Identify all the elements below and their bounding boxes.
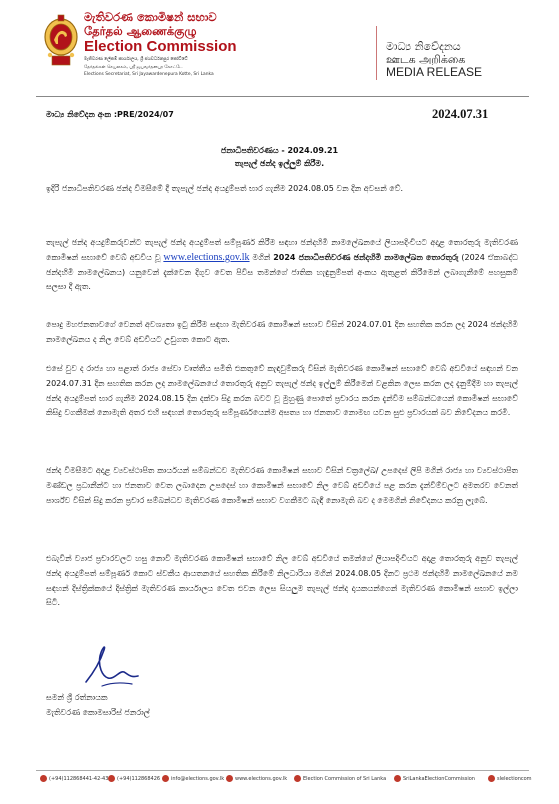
paragraph-2-bold: 2024 ජනාධිපතිවරණ ඡන්දහිමි නාමලේඛන තොරතුරු (273, 252, 459, 262)
paragraph-2-text-c: (2024 ඒකාබද්ධ ඡන්දහිමි නාමලේඛනය) යනුවෙන් දැක්වෙන දිගුව වෙත පිවිස තමන්ගේ ජාතික හැඳුනුම්පත් අංකය ඇතුළත් කිරීමෙන් ලබාගැනීමේ පහසුකම් සලසා දී ඇත. (46, 252, 518, 292)
paragraph-2-text-b: මගින් (252, 252, 271, 262)
footer-item-fax: (+94)112868426 (108, 775, 160, 782)
paragraph-2-text-a: තැපැල් ඡන්ද අයදුම්කරුවන්ට තැපැල් ඡන්ද අයදුම්පත් සම්පූර්ණ කිරීම සඳහා ඡන්දහිමි නාමලේඛනයේ ලියාපදිංචියට අදාළ තොරතුරු මැතිවරණ කොමිෂන් සභාවේ වෙබ් අඩවිය වූ (46, 238, 518, 262)
fax-icon (108, 775, 115, 782)
signature-image (80, 642, 150, 692)
media-release-label (386, 40, 536, 79)
organization-block (84, 10, 324, 78)
paragraph-5: ඡන්ද විමසීමට අදාළ ව්‍යවස්ථාපිත කාර්යයන් සම්බන්ධව මැතිවරණ කොමිෂන් සභාව විසින් චක්‍රලේඛ/ උපදෙස් ලිපි මගින් රාජ්‍ය හා ව්‍යවස්ථාපිත මණ්ඩල ප්‍රධානීන්ට හා ජනතාව වෙත ලබාදෙන උපදෙස් හා කොමිෂන් සභාවේ නිල වෙබ් අඩවියේ පළ කරන දැන්වීම්වලට අමතරව වෙනත් පාර්ශ්ව විසින් සිදු කරන ප්‍රචාර සම්බන්ධව මැතිවරණ කොමිෂන් සභාව වගකීමට බැඳී නොමැති බව ද මෙමගින් නිවේදනය කරනු ලැබේ. (46, 466, 518, 505)
org-name-sinhala: මැතිවරණ කොමිෂන් සභාව (84, 10, 217, 24)
org-name-tamil: தேர்தல் ஆணைக்குழு (84, 24, 197, 38)
election-commission-emblem-icon (42, 13, 80, 69)
facebook-icon (294, 775, 301, 782)
website-link[interactable]: www.elections.gov.lk (163, 251, 250, 263)
phone-icon (40, 775, 47, 782)
address-tamil: தேர்தல்கள் செயலகம், ஸ்ரீ ஜயவர்தனபுர கோட்டே (84, 64, 183, 70)
document-subtitle: තැපැල් ඡන්ද ඉල්ලුම් කිරීම. (234, 159, 325, 168)
reference-number (46, 110, 174, 120)
org-name-english: Election Commission (84, 38, 237, 55)
media-release-sinhala: මාධ්‍ය නිවේදනය (386, 40, 461, 53)
footer-item-email[interactable]: info@elections.gov.lk (162, 775, 224, 782)
signatory-title: මැතිවරණ කොමසාරිස් ජනරාල් (46, 708, 150, 717)
footer-rule (36, 770, 529, 771)
footer-item-phone: (+94)112868441-42-43 (40, 775, 108, 782)
address-sinhala: මැතිවරණ ලේකම් කාර්යාලය, ශ්‍රී ජයවර්ධනපුර කෝට්ටේ (84, 57, 188, 62)
paragraph-1: ඉදිරි ජනාධිපතිවරණ ඡන්ද විමසීමේ දී තැපැල් ඡන්ද අයදුම්පත් භාර ගැනීම 2024.08.05 වන දින අවසන් වේ. (46, 184, 403, 193)
email-icon (162, 775, 169, 782)
paragraph-4: එසේ වුව ද රාජ්‍ය හා පළාත් රාජ්‍ය සේවා වෘත්තීය සමිති එකතුවේ කැඳවුම්කරු විසින් මැතිවරණ කොමිෂන් සභාවේ වෙබ් අඩවියේ සඳහන් වන 2024.07.31 දින සහතික කරන ලද නාමලේඛනයේ තොරතුරු අනුව තැපැල් ඡන්ද ඉල්ලුම් කිරීමෙන් වළකින ලෙස කරන ලද දැනුම්දීම හා තැපැල් ඡන්ද අයදුම්පත් භාර ගැනීම 2024.08.15 දින දක්වා සිදු කරන බවට වූ මුහුණු පොතේ ප්‍රචාරය කරන දැන්වීම සම්බන්ධයෙන් කොමිෂන් සභාවේ කිසිදු වගකීමක් නොමැති අතර එහි සඳහන් තොරතුරු සම්පූර්ණයෙන්ම අසත්‍ය හා ජනතාව නොමඟ යවන සුළු ප්‍රචාරයක් බව නිවේදනය කරමි. (46, 364, 518, 418)
signatory-name: සමන් ශ්‍රී රත්නායක (46, 693, 108, 702)
footer-contacts (40, 775, 540, 787)
document-title: ජනාධිපතිවරණය - 2024.09.21 (220, 146, 339, 155)
media-release-english: MEDIA RELEASE (386, 65, 483, 79)
header-rule (36, 96, 529, 97)
footer-item-web[interactable]: www.elections.gov.lk (226, 775, 287, 782)
paragraph-3: පොදු මහජනතාවගේ වෙනත් අවශ්‍යතා ඉටු කිරීම සඳහා මැතිවරණ කොමිෂන් සභාව විසින් 2024.07.01 දින සහතික කරන ලද 2024 ඡන්දහිමි නාමලේඛනය ද නිල වෙබ් අඩවියට උඩුගත කොට ඇත. (46, 320, 518, 344)
footer-item-twitter[interactable]: slelectioncom (488, 775, 532, 782)
web-icon (226, 775, 233, 782)
twitter-icon (488, 775, 495, 782)
paragraph-2 (46, 236, 518, 295)
release-date: 2024.07.31 (432, 107, 489, 121)
paragraph-6: එබැවින් ව්‍යාජ ප්‍රචාරවලට හසු නොවී මැතිවරණ කොමිෂන් සභාවේ නිල වෙබ් අඩවියේ තමන්ගේ ලියාපදිංචියට අදාළ තොරතුරු අනුව තැපැල් ඡන්ද අයදුම්පත් සම්පූර්ණ කොට ස්වකීය ආයතනයේ සහතික කිරීමේ නිලධාරියා මගින් 2024.08.05 දිනට ප්‍රථම ඡන්දහිමි නාමලේඛනයේ නම සඳහන් දිස්ත්‍රික්කයේ දිස්ත්‍රික් මැතිවරණ කාර්යාලය වෙත එවන ලෙස සියලුම තැපැල් ඡන්ද දායකයන්ගෙන් මැතිවරණ කොමිෂන් සභාව ඉල්ලා සිටී. (46, 554, 518, 608)
youtube-icon (394, 775, 401, 782)
address-english: Elections Secretariat, Sri Jayawardenepura Kotte, Sri Lanka (84, 72, 214, 78)
header-divider (376, 26, 377, 80)
footer-item-youtube[interactable]: SriLankaElectionCommission (394, 775, 475, 782)
footer-item-facebook[interactable]: Election Commission of Sri Lanka (294, 775, 386, 782)
reference-label: මාධ්‍ය නිවේදන අංක : (46, 110, 118, 119)
media-release-tamil: ஊடக அறிக்கை (386, 53, 466, 66)
reference-value: PRE/2024/07 (117, 110, 174, 119)
